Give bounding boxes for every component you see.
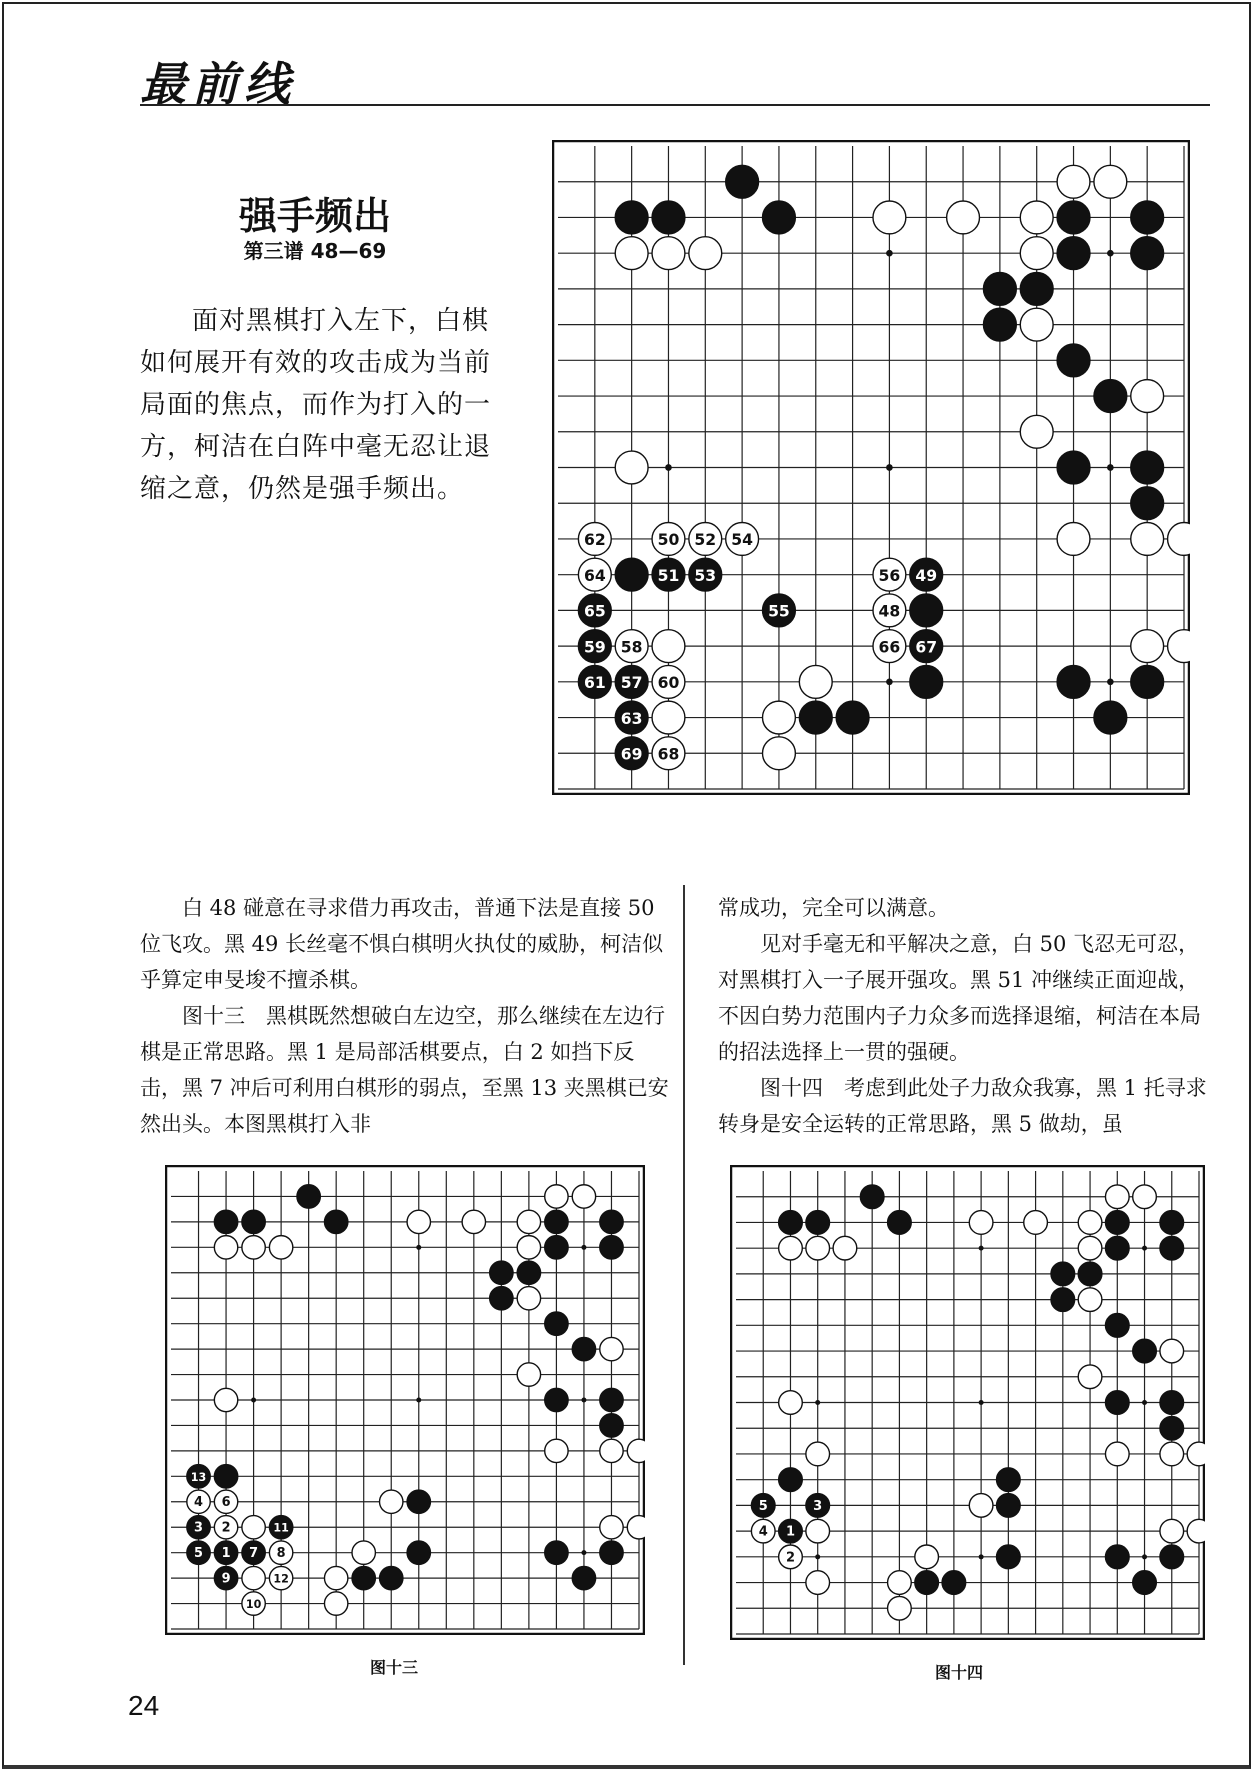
white-stone — [1105, 1442, 1129, 1466]
white-stone — [600, 1337, 623, 1360]
white-stone — [1020, 237, 1053, 270]
white-stone — [1078, 1365, 1102, 1389]
white-stone — [615, 237, 648, 270]
move-number: 61 — [583, 674, 606, 693]
black-stone — [214, 1465, 237, 1488]
move-number: 13 — [190, 1470, 207, 1484]
white-stone — [407, 1210, 430, 1233]
star-point — [581, 1550, 586, 1555]
move-number: 48 — [878, 602, 901, 621]
black-stone — [600, 1414, 623, 1437]
move-number: 69 — [620, 745, 643, 764]
black-stone — [1057, 665, 1090, 698]
move-number: 68 — [657, 745, 680, 764]
black-stone — [652, 201, 685, 234]
black-stone — [1105, 1236, 1129, 1260]
move-number: 1 — [221, 1546, 231, 1562]
black-stone — [836, 701, 869, 734]
white-stone — [1133, 1185, 1157, 1209]
move-number: 58 — [620, 638, 643, 657]
move-number: 62 — [583, 531, 606, 550]
star-point — [979, 1400, 984, 1405]
white-stone — [1024, 1211, 1048, 1235]
black-stone — [1105, 1391, 1129, 1415]
move-number: 51 — [657, 566, 680, 585]
white-stone — [1078, 1211, 1102, 1235]
white-stone — [806, 1236, 830, 1260]
white-stone — [600, 1439, 623, 1462]
white-stone — [806, 1571, 830, 1595]
white-stone — [517, 1287, 540, 1310]
white-stone — [888, 1596, 912, 1620]
black-stone — [517, 1261, 540, 1284]
white-stone — [572, 1185, 595, 1208]
black-stone — [1105, 1314, 1129, 1338]
black-stone — [214, 1210, 237, 1233]
white-stone — [969, 1211, 993, 1235]
black-stone — [1160, 1391, 1184, 1415]
star-point — [251, 1398, 256, 1403]
black-stone — [600, 1541, 623, 1564]
white-stone — [1094, 165, 1127, 198]
main-go-board — [552, 140, 1190, 795]
page-number: 24 — [128, 1690, 160, 1721]
move-number: 6 — [221, 1495, 231, 1511]
black-stone — [1105, 1545, 1129, 1569]
black-stone — [1094, 701, 1127, 734]
black-stone — [490, 1287, 513, 1310]
black-stone — [1057, 344, 1090, 377]
move-number: 8 — [276, 1546, 286, 1562]
white-stone — [1057, 165, 1090, 198]
white-stone — [779, 1391, 803, 1415]
black-stone — [600, 1236, 623, 1259]
black-stone — [806, 1211, 830, 1235]
white-stone — [545, 1185, 568, 1208]
black-stone — [545, 1236, 568, 1259]
white-stone — [1160, 1442, 1184, 1466]
white-stone — [1187, 1519, 1205, 1543]
body-column-left — [140, 890, 670, 1142]
paragraph: 白 48 碰意在寻求借力再攻击，普通下法是直接 50 位飞攻。黑 49 长丝毫不惧白棋明火执仗的威胁，柯洁似乎算定申旻埈不擅杀棋。 — [140, 896, 664, 992]
white-stone — [1078, 1236, 1102, 1260]
black-stone — [1057, 201, 1090, 234]
figure-14-caption: 图十四 — [935, 1663, 984, 1682]
move-number: 3 — [194, 1520, 204, 1536]
black-stone — [997, 1494, 1021, 1518]
move-number: 5 — [194, 1546, 204, 1562]
move-number: 52 — [694, 531, 717, 550]
star-point — [815, 1554, 820, 1559]
black-stone — [860, 1185, 884, 1209]
black-stone — [1078, 1262, 1102, 1286]
move-number: 60 — [657, 674, 680, 693]
white-stone — [600, 1516, 623, 1539]
body-column-right — [718, 890, 1213, 1142]
black-stone — [600, 1210, 623, 1233]
star-point — [1107, 679, 1114, 686]
black-stone — [545, 1541, 568, 1564]
white-stone — [806, 1442, 830, 1466]
white-stone — [947, 201, 980, 234]
black-stone — [1160, 1416, 1184, 1440]
move-number: 5 — [758, 1498, 768, 1514]
white-stone — [1160, 1339, 1184, 1363]
white-stone — [833, 1236, 857, 1260]
move-number: 57 — [620, 674, 643, 693]
black-stone — [407, 1490, 430, 1513]
white-stone — [352, 1541, 375, 1564]
black-stone — [1094, 380, 1127, 413]
white-stone — [242, 1516, 265, 1539]
white-stone — [799, 665, 832, 698]
white-stone — [1131, 630, 1164, 663]
white-stone — [1131, 523, 1164, 556]
paragraph: 见对手毫无和平解决之意，白 50 飞忍无可忍，对黑棋打入一子展开强攻。黑 51 冲继续正面迎战，不因白势力范围内子力众多而选择退缩，柯洁在本局的招法选择上一贯的强硬。 — [718, 932, 1201, 1064]
white-stone — [1020, 415, 1053, 448]
black-stone — [779, 1468, 803, 1492]
move-number: 54 — [731, 531, 753, 550]
white-stone — [1057, 523, 1090, 556]
white-stone — [779, 1236, 803, 1260]
move-number: 59 — [583, 638, 606, 657]
black-stone — [942, 1571, 966, 1595]
white-stone — [1078, 1288, 1102, 1312]
white-stone — [806, 1519, 830, 1543]
black-stone — [997, 1468, 1021, 1492]
white-stone — [652, 237, 685, 270]
star-point — [886, 679, 893, 686]
move-number: 9 — [221, 1571, 231, 1587]
paragraph: 常成功，完全可以满意。 — [718, 896, 949, 920]
black-stone — [490, 1261, 513, 1284]
black-stone — [572, 1566, 595, 1589]
black-stone — [997, 1545, 1021, 1569]
white-stone — [214, 1236, 237, 1259]
white-stone — [1020, 201, 1053, 234]
star-point — [886, 250, 893, 257]
move-number: 66 — [878, 638, 901, 657]
black-stone — [1131, 237, 1164, 270]
white-stone — [763, 701, 796, 734]
move-number: 2 — [221, 1520, 231, 1536]
black-stone — [545, 1388, 568, 1411]
move-number: 65 — [583, 602, 606, 621]
star-point — [979, 1554, 984, 1559]
white-stone — [517, 1210, 540, 1233]
move-number: 3 — [813, 1498, 823, 1514]
white-stone — [652, 701, 685, 734]
white-stone — [1187, 1442, 1205, 1466]
white-stone — [1020, 308, 1053, 341]
black-stone — [545, 1312, 568, 1335]
black-stone — [615, 558, 648, 591]
black-stone — [888, 1211, 912, 1235]
black-stone — [324, 1210, 347, 1233]
white-stone — [915, 1545, 939, 1569]
star-point — [665, 464, 672, 471]
white-stone — [1105, 1185, 1129, 1209]
move-number: 49 — [915, 566, 938, 585]
move-number: 67 — [915, 638, 938, 657]
black-stone — [1160, 1211, 1184, 1235]
white-stone — [242, 1566, 265, 1589]
column-divider — [683, 885, 685, 1665]
black-stone — [1051, 1262, 1075, 1286]
star-point — [979, 1246, 984, 1251]
black-stone — [380, 1566, 403, 1589]
star-point — [416, 1398, 421, 1403]
move-number: 2 — [785, 1550, 795, 1566]
black-stone — [1051, 1288, 1075, 1312]
white-stone — [627, 1516, 645, 1539]
black-stone — [1057, 451, 1090, 484]
move-number: 50 — [657, 531, 680, 550]
move-number: 11 — [273, 1521, 289, 1535]
move-number: 1 — [785, 1524, 795, 1540]
article-intro: 面对黑棋打入左下，白棋如何展开有效的攻击成为当前局面的焦点，而作为打入的一方，柯洁在白阵中毫无忍让退缩之意，仍然是强手频出。 — [140, 306, 492, 504]
figure-14-go-board — [730, 1165, 1205, 1640]
black-stone — [1131, 451, 1164, 484]
white-stone — [462, 1210, 485, 1233]
black-stone — [407, 1541, 430, 1564]
header-rule — [140, 104, 1210, 106]
star-point — [1142, 1246, 1147, 1251]
figure-13-go-board — [165, 1165, 645, 1635]
black-stone — [1133, 1339, 1157, 1363]
black-stone — [910, 594, 943, 627]
black-stone — [983, 308, 1016, 341]
move-number: 53 — [694, 566, 717, 585]
black-stone — [983, 272, 1016, 305]
white-stone — [242, 1236, 265, 1259]
move-number: 63 — [620, 709, 643, 728]
black-stone — [779, 1211, 803, 1235]
figure-13-caption: 图十三 — [370, 1658, 419, 1677]
black-stone — [242, 1210, 265, 1233]
black-stone — [545, 1210, 568, 1233]
white-stone — [689, 237, 722, 270]
black-stone — [572, 1337, 595, 1360]
star-point — [886, 464, 893, 471]
black-stone — [763, 201, 796, 234]
paragraph: 图十三 黑棋既然想破白左边空，那么继续在左边行棋是正常思路。黑 1 是局部活棋要点，白 2 如挡下反击，黑 7 冲后可利用白棋形的弱点，至黑 13 夹黑棋已安然出头。本图黑棋打入非 — [140, 1004, 669, 1136]
black-stone — [1133, 1571, 1157, 1595]
move-number: 56 — [878, 566, 901, 585]
move-number: 4 — [758, 1524, 768, 1540]
star-point — [1107, 250, 1114, 257]
white-stone — [269, 1236, 292, 1259]
white-stone — [1160, 1519, 1184, 1543]
white-stone — [517, 1363, 540, 1386]
star-point — [1142, 1554, 1147, 1559]
black-stone — [726, 165, 759, 198]
star-point — [416, 1245, 421, 1250]
star-point — [581, 1245, 586, 1250]
star-point — [1142, 1400, 1147, 1405]
black-stone — [1057, 237, 1090, 270]
move-number: 55 — [768, 602, 790, 621]
move-number: 7 — [249, 1546, 259, 1562]
white-stone — [763, 737, 796, 770]
white-stone — [545, 1439, 568, 1462]
white-stone — [888, 1571, 912, 1595]
article-title: 强手频出 — [238, 194, 391, 238]
move-number: 64 — [583, 566, 606, 585]
white-stone — [324, 1566, 347, 1589]
black-stone — [1160, 1236, 1184, 1260]
black-stone — [1131, 665, 1164, 698]
white-stone — [615, 451, 648, 484]
move-number: 10 — [245, 1598, 262, 1612]
black-stone — [600, 1388, 623, 1411]
white-stone — [214, 1388, 237, 1411]
move-number: 4 — [194, 1495, 204, 1511]
black-stone — [915, 1571, 939, 1595]
white-stone — [969, 1494, 993, 1518]
section-header: 最前线 — [140, 57, 296, 111]
white-stone — [324, 1592, 347, 1615]
white-stone — [517, 1236, 540, 1259]
paragraph: 图十四 考虑到此处子力敌众我寡，黑 1 托寻求转身是安全运转的正常思路，黑 5 做劫，虽 — [718, 1076, 1207, 1136]
black-stone — [1131, 487, 1164, 520]
black-stone — [1105, 1211, 1129, 1235]
black-stone — [1131, 201, 1164, 234]
article-subtitle: 第三谱 48—69 — [243, 239, 387, 263]
move-number: 12 — [273, 1572, 289, 1586]
white-stone — [1131, 380, 1164, 413]
star-point — [815, 1400, 820, 1405]
black-stone — [352, 1566, 375, 1589]
white-stone — [380, 1490, 403, 1513]
black-stone — [910, 665, 943, 698]
black-stone — [1020, 272, 1053, 305]
star-point — [1107, 464, 1114, 471]
star-point — [581, 1398, 586, 1403]
black-stone — [297, 1185, 320, 1208]
white-stone — [652, 630, 685, 663]
white-stone — [873, 201, 906, 234]
black-stone — [1160, 1545, 1184, 1569]
black-stone — [615, 201, 648, 234]
black-stone — [799, 701, 832, 734]
white-stone — [627, 1439, 645, 1462]
